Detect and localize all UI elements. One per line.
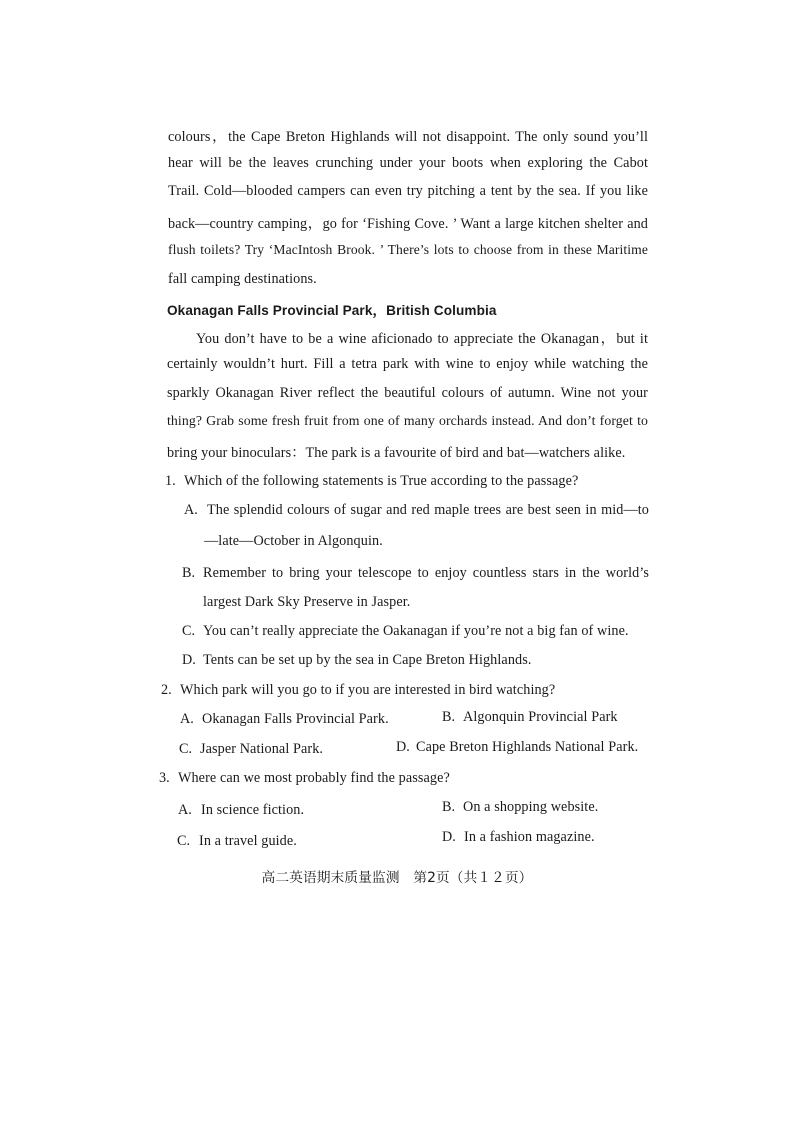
option-text: In a fashion magazine. [464, 829, 595, 845]
question-number: 2. [161, 682, 172, 698]
option-text: Remember to bring your telescope to enjoy countless stars in the world’s [203, 565, 649, 581]
passage-line: colours，the Cape Breton Highlands will not disappoint. The only sound you’ll [168, 129, 648, 145]
option-text: —late—October in Algonquin. [204, 533, 383, 549]
option-text: Cape Breton Highlands National Park. [416, 739, 639, 755]
question-number: 3. [159, 770, 170, 786]
option-text: Okanagan Falls Provincial Park. [202, 711, 389, 727]
passage-line: hear will be the leaves crunching under your boots when exploring the Cabot [168, 155, 648, 171]
option-text: The splendid colours of sugar and red maple trees are best seen in mid—to [207, 502, 649, 518]
passage-line: thing? Grab some fresh fruit from one of many orchards instead. And don’t forget to [167, 413, 648, 428]
passage-line: sparkly Okanagan River reflect the beautiful colours of autumn. Wine not your [167, 385, 648, 401]
option-letter: C. [182, 623, 196, 639]
option-text: You can’t really appreciate the Oakanagan if you’re not a big fan of wine. [203, 623, 629, 639]
passage-line: certainly wouldn’t hurt. Fill a tetra park with wine to enjoy while watching the [167, 356, 648, 372]
option-letter: D. [442, 829, 456, 845]
option-text: Algonquin Provincial Park [463, 709, 618, 725]
question-stem: Where can we most probably find the passage? [178, 770, 450, 786]
option-letter: B. [442, 799, 456, 815]
option-letter: C. [177, 833, 191, 849]
option-letter: A. [180, 711, 194, 727]
option-text: On a shopping website. [463, 799, 599, 815]
option-letter: A. [184, 502, 198, 518]
option-text: Tents can be set up by the sea in Cape Breton Highlands. [203, 652, 532, 668]
option-letter: B. [182, 565, 196, 581]
option-letter: D. [396, 739, 410, 755]
option-text: Jasper National Park. [200, 741, 324, 757]
question-number: 1. [165, 473, 176, 489]
option-text: largest Dark Sky Preserve in Jasper. [203, 594, 411, 610]
option-text: In a travel guide. [199, 833, 297, 849]
option-letter: B. [442, 709, 456, 725]
page-footer: 高二英语期末质量监测 第2页（共１２页） [261, 870, 533, 886]
option-letter: C. [179, 741, 193, 757]
passage-line: back—country camping，go for ‘Fishing Cove. ’ Want a large kitchen shelter and [168, 216, 648, 232]
passage-line: You don’t have to be a wine aficionado to appreciate the Okanagan，but it [196, 331, 648, 347]
passage-line: Trail. Cold—blooded campers can even try pitching a tent by the sea. If you like [168, 183, 648, 199]
passage-line: bring your binoculars：The park is a favourite of bird and bat—watchers alike. [167, 445, 626, 461]
passage-line: fall camping destinations. [168, 271, 317, 287]
option-text: In science fiction. [201, 802, 305, 818]
question-stem: Which park will you go to if you are interested in bird watching? [180, 682, 556, 698]
passage-line: flush toilets? Try ‘MacIntosh Brook. ’ There’s lots to choose from in these Maritime [168, 242, 648, 257]
question-stem: Which of the following statements is True according to the passage? [184, 473, 579, 489]
option-letter: A. [178, 802, 192, 818]
option-letter: D. [182, 652, 196, 668]
section-heading: Okanagan Falls Provincial Park，British Columbia [167, 303, 497, 318]
